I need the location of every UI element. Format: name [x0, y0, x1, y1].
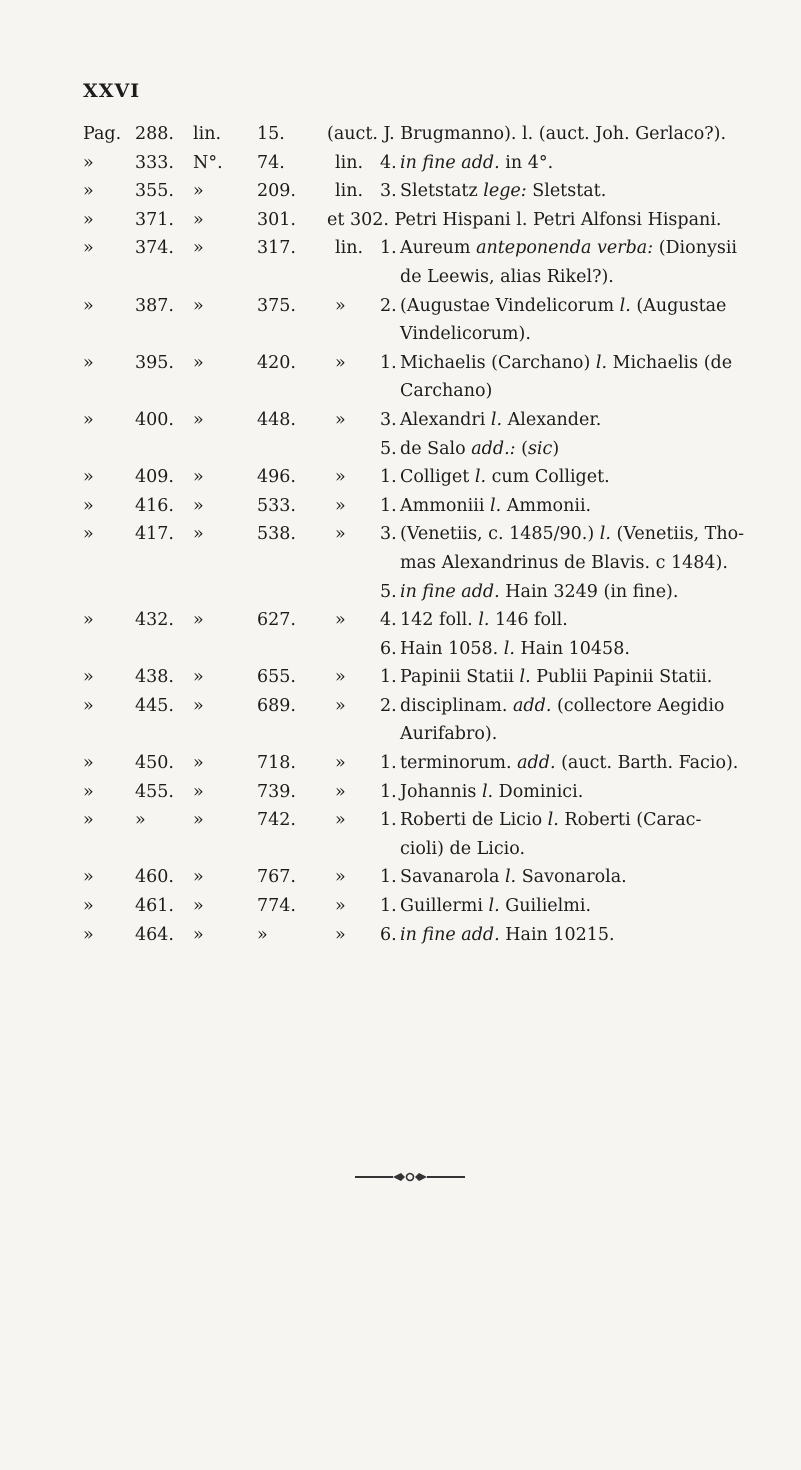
page-ditto: » — [83, 467, 94, 488]
page-ditto: » — [83, 295, 94, 316]
correction-segment: Michaelis (de — [607, 352, 733, 373]
correction-segment: Michaelis (Carchano) — [400, 352, 596, 373]
errata-row — [80, 835, 780, 864]
entry-number: 627. — [257, 610, 296, 631]
entry-number: 533. — [257, 495, 296, 516]
line-label: » — [193, 209, 204, 230]
correction-text — [400, 749, 738, 778]
line-number: 1. — [380, 667, 397, 688]
correction-segment: (Augustae — [630, 295, 727, 316]
page-ditto: » — [83, 867, 94, 888]
entry-number: 420. — [257, 352, 296, 373]
errata-row — [80, 463, 780, 492]
errata-row — [80, 320, 780, 349]
line-number: 1. — [380, 467, 397, 488]
correction-segment: Publii Papinii Statii. — [530, 667, 713, 688]
page-ref: 450. — [135, 753, 174, 774]
line-label: » — [193, 181, 204, 202]
correction-text: et 302. Petri Hispani l. Petri Alfonsi Hispani. — [327, 209, 722, 230]
correction-italic: l. — [519, 667, 531, 688]
correction-italic: l. — [474, 467, 487, 488]
page-ditto: » — [83, 753, 94, 774]
correction-segment: Colliget — [400, 467, 475, 488]
errata-row — [80, 263, 780, 292]
entry-number: 448. — [257, 409, 296, 430]
line-number: 1. — [380, 495, 397, 516]
correction-segment: (Augustae Vindelicorum — [400, 295, 620, 316]
line-number: 5. — [380, 438, 397, 459]
errata-row — [80, 635, 780, 664]
line-number: 5. — [380, 581, 397, 602]
entry-number: 538. — [257, 524, 296, 545]
line-label: » — [193, 610, 204, 631]
page-ref: 461. — [135, 896, 174, 917]
correction-text — [400, 635, 630, 664]
correction-segment: (collectore Aegidio — [551, 695, 725, 716]
line-marker: » — [335, 867, 346, 888]
correction-text: (auct. J. Brugmanno). l. (auct. Joh. Gerlaco?). — [327, 124, 727, 144]
errata-row — [80, 720, 780, 749]
correction-text — [400, 349, 732, 378]
line-marker: » — [335, 781, 346, 802]
correction-segment: disciplinam. — [400, 695, 513, 716]
correction-italic: add.: — [471, 438, 516, 459]
errata-table — [80, 120, 780, 949]
page-ref: 455. — [135, 781, 174, 802]
line-label: » — [193, 896, 204, 917]
line-number: 1. — [380, 352, 397, 373]
correction-italic: l. — [481, 781, 494, 802]
line-number: 6. — [380, 638, 397, 659]
page-ditto: » — [83, 181, 94, 202]
line-number: 2. — [380, 295, 397, 316]
line-marker: » — [335, 695, 346, 716]
correction-segment: Sletstatz — [400, 181, 484, 202]
errata-row — [80, 549, 780, 578]
correction-segment: (Venetiis, Tho- — [610, 524, 745, 545]
line-marker: » — [335, 352, 346, 373]
page-ref: 438. — [135, 667, 174, 688]
line-marker: » — [335, 524, 346, 545]
correction-segment: Hain 10458. — [514, 638, 630, 659]
correction-segment: terminorum. — [400, 753, 518, 774]
correction-text — [400, 663, 712, 692]
line-marker: » — [335, 896, 346, 917]
line-label: » — [193, 295, 204, 316]
correction-segment: Guillermi — [400, 896, 489, 917]
correction-segment: Sletstat. — [526, 181, 607, 202]
page-ref: 460. — [135, 867, 174, 888]
line-number: 3. — [380, 524, 397, 545]
correction-segment: ) — [552, 438, 560, 459]
errata-row — [80, 292, 780, 321]
correction-segment: Alexandri — [400, 409, 491, 430]
errata-row — [80, 863, 780, 892]
page-ref: 374. — [135, 238, 174, 259]
line-number: 1. — [380, 753, 397, 774]
line-label: » — [193, 695, 204, 716]
errata-row — [80, 435, 780, 464]
entry-number: 739. — [257, 781, 296, 802]
errata-row — [80, 692, 780, 721]
page-ref: 387. — [135, 295, 174, 316]
errata-row — [80, 234, 780, 263]
errata-row — [80, 206, 780, 235]
line-number: 6. — [380, 924, 397, 945]
correction-segment: Hain 3249 (in fine). — [499, 581, 679, 602]
entry-number: 774. — [257, 896, 296, 917]
line-marker: lin. — [335, 152, 364, 173]
correction-text — [400, 435, 559, 464]
page-ref: 371. — [135, 209, 174, 230]
line-number: 1. — [380, 781, 397, 802]
correction-italic: l. — [504, 867, 517, 888]
correction-italic: l. — [619, 295, 631, 316]
correction-text — [400, 492, 591, 521]
correction-italic: l. — [490, 409, 503, 430]
errata-row — [80, 749, 780, 778]
page-ditto: » — [83, 152, 94, 173]
correction-italic: anteponenda verba: — [476, 238, 654, 259]
line-marker: » — [335, 924, 346, 945]
errata-row — [80, 492, 780, 521]
page-ditto: » — [83, 667, 94, 688]
line-label: » — [193, 524, 204, 545]
line-marker: » — [335, 753, 346, 774]
correction-italic: l. — [503, 638, 515, 659]
entry-number: » — [257, 924, 268, 945]
correction-text — [400, 234, 737, 263]
correction-segment: Johannis — [400, 781, 482, 802]
errata-row — [80, 120, 780, 149]
page-ditto: » — [83, 781, 94, 802]
line-marker: » — [335, 667, 346, 688]
line-marker: » — [335, 467, 346, 488]
page-ref: 400. — [135, 409, 174, 430]
line-number: 3. — [380, 181, 397, 202]
page-ref: 445. — [135, 695, 174, 716]
correction-italic: in fine add. — [400, 924, 500, 945]
page-ref: 355. — [135, 181, 174, 202]
correction-segment: Papinii Statii — [400, 667, 520, 688]
correction-segment: Alexander. — [502, 409, 602, 430]
line-label: » — [193, 495, 204, 516]
correction-text — [400, 863, 627, 892]
entry-number: 301. — [257, 209, 296, 230]
correction-segment: cum Colliget. — [486, 467, 610, 488]
page-ditto: » — [83, 495, 94, 516]
line-label: » — [193, 667, 204, 688]
correction-segment: 142 foll. — [400, 610, 479, 631]
errata-row — [80, 921, 780, 950]
correction-text — [400, 406, 601, 435]
correction-text — [400, 778, 583, 807]
line-marker: » — [335, 810, 346, 831]
page-ditto: » — [83, 238, 94, 259]
line-label: » — [193, 238, 204, 259]
correction-text — [400, 520, 744, 549]
entry-number: 317. — [257, 238, 296, 259]
page-ref: 464. — [135, 924, 174, 945]
correction-segment: 146 foll. — [489, 610, 568, 631]
page-ditto: » — [83, 209, 94, 230]
page-ditto: » — [83, 524, 94, 545]
correction-text — [400, 578, 678, 607]
errata-row — [80, 663, 780, 692]
line-number: 4. — [380, 610, 397, 631]
line-label: » — [193, 810, 204, 831]
page-ref: 417. — [135, 524, 174, 545]
line-number: 4. — [380, 152, 397, 173]
correction-segment: Ammoniii — [400, 495, 490, 516]
line-label: lin. — [193, 124, 222, 144]
correction-segment: ( — [515, 438, 528, 459]
page-ref: 432. — [135, 610, 174, 631]
correction-text — [400, 692, 724, 721]
correction-segment: de Salo — [400, 438, 472, 459]
correction-italic: in fine add. — [400, 152, 500, 173]
entry-number: 767. — [257, 867, 296, 888]
correction-italic: l. — [490, 495, 502, 516]
line-number: 1. — [380, 867, 397, 888]
correction-text — [400, 606, 568, 635]
correction-italic: sic — [527, 438, 553, 459]
correction-text — [400, 921, 615, 950]
correction-italic: add. — [517, 753, 556, 774]
errata-row — [80, 349, 780, 378]
errata-row — [80, 149, 780, 178]
page-ref: 333. — [135, 152, 174, 173]
correction-segment: in 4°. — [499, 152, 554, 173]
line-label: N°. — [193, 152, 223, 173]
page-ref: » — [135, 810, 146, 831]
errata-row — [80, 606, 780, 635]
page-ditto: » — [83, 924, 94, 945]
correction-segment: Hain 1058. — [400, 638, 504, 659]
correction-text — [400, 292, 726, 321]
entry-number: 689. — [257, 695, 296, 716]
correction-segment: (Venetiis, c. 1485/90.) — [400, 524, 600, 545]
line-number: 2. — [380, 695, 397, 716]
errata-row — [80, 778, 780, 807]
line-number: 1. — [380, 810, 397, 831]
errata-row — [80, 578, 780, 607]
page-ref: 416. — [135, 495, 174, 516]
correction-segment: Ammonii. — [501, 495, 592, 516]
correction-segment: Roberti (Carac- — [558, 810, 702, 831]
correction-segment: Hain 10215. — [499, 924, 615, 945]
errata-row — [80, 177, 780, 206]
correction-segment: Guilielmi. — [499, 896, 592, 917]
page-ref: 409. — [135, 467, 174, 488]
line-label: » — [193, 753, 204, 774]
correction-italic: l. — [547, 810, 559, 831]
correction-italic: l. — [478, 610, 490, 631]
ornament-divider — [355, 1170, 465, 1184]
entry-number: 718. — [257, 753, 296, 774]
page-ref: 288. — [135, 124, 174, 144]
entry-number: 742. — [257, 810, 296, 831]
correction-italic: l. — [488, 896, 500, 917]
errata-row — [80, 892, 780, 921]
correction-text — [400, 892, 591, 921]
line-label: » — [193, 924, 204, 945]
entry-number: 496. — [257, 467, 296, 488]
page-ditto: » — [83, 409, 94, 430]
correction-segment: Dominici. — [493, 781, 584, 802]
correction-italic: in fine add. — [400, 581, 500, 602]
errata-row — [80, 406, 780, 435]
correction-text — [400, 806, 701, 835]
entry-number: 655. — [257, 667, 296, 688]
page-ditto: » — [83, 896, 94, 917]
line-marker: lin. — [335, 238, 364, 259]
line-marker: » — [335, 495, 346, 516]
correction-continuation: mas Alexandrinus de Blavis. c 1484). — [400, 552, 728, 573]
line-label: » — [193, 467, 204, 488]
errata-row — [80, 806, 780, 835]
line-label: » — [193, 409, 204, 430]
page-ditto: » — [83, 610, 94, 631]
correction-italic: l. — [595, 352, 608, 373]
correction-italic: lege: — [483, 181, 527, 202]
line-number: 1. — [380, 896, 397, 917]
line-marker: » — [335, 610, 346, 631]
line-marker: » — [335, 295, 346, 316]
page-number: XXVI — [83, 80, 141, 102]
page-ditto: » — [83, 352, 94, 373]
errata-row — [80, 520, 780, 549]
correction-continuation: Aurifabro). — [400, 724, 498, 745]
page-ditto: » — [83, 695, 94, 716]
correction-segment: Savonarola. — [516, 867, 627, 888]
page-ditto: Pag. — [83, 124, 122, 144]
line-label: » — [193, 867, 204, 888]
entry-number: 209. — [257, 181, 296, 202]
line-number: 1. — [380, 238, 397, 259]
correction-segment: Aureum — [400, 238, 477, 259]
correction-text — [400, 177, 606, 206]
line-label: » — [193, 781, 204, 802]
errata-row — [80, 377, 780, 406]
entry-number: 15. — [257, 124, 285, 144]
line-label: » — [193, 352, 204, 373]
line-marker: » — [335, 409, 346, 430]
correction-segment: (auct. Barth. Facio). — [555, 753, 739, 774]
page-ref: 395. — [135, 352, 174, 373]
line-number: 3. — [380, 409, 397, 430]
correction-italic: add. — [513, 695, 552, 716]
page-ditto: » — [83, 810, 94, 831]
entry-number: 375. — [257, 295, 296, 316]
correction-italic: l. — [599, 524, 611, 545]
correction-segment: (Dionysii — [653, 238, 738, 259]
correction-text — [400, 149, 553, 178]
correction-segment: Savanarola — [400, 867, 505, 888]
correction-continuation: cioli) de Licio. — [400, 838, 526, 859]
correction-segment: Roberti de Licio — [400, 810, 548, 831]
correction-continuation: Carchano) — [400, 381, 493, 402]
correction-continuation: Vindelicorum). — [400, 324, 531, 345]
entry-number: 74. — [257, 152, 285, 173]
correction-continuation: de Leewis, alias Rikel?). — [400, 266, 614, 287]
correction-text — [400, 463, 610, 492]
line-marker: lin. — [335, 181, 364, 202]
